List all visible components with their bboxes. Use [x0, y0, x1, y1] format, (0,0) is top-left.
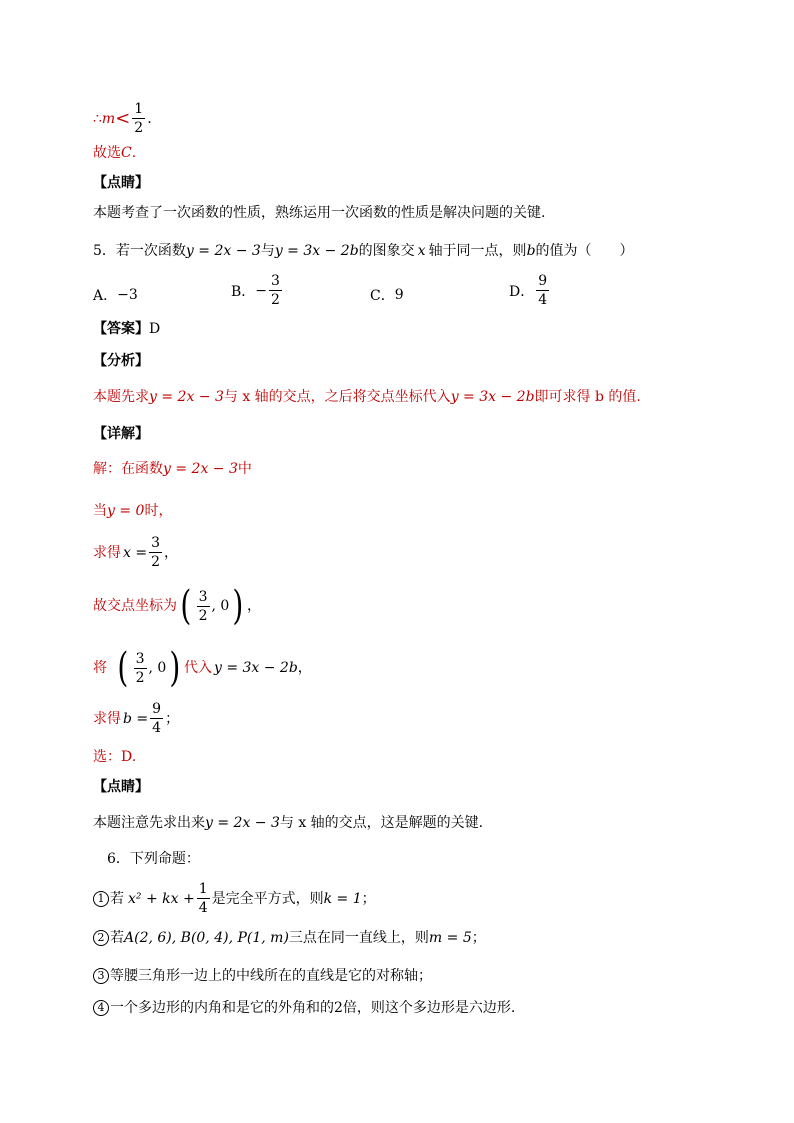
option-b: B． − $\frac{3}{2}$ — [231, 273, 280, 308]
comment-heading-2: 【点睛】 — [93, 779, 149, 795]
circled-number-icon: 2 — [93, 930, 109, 946]
proposition-3: 3 等腰三角形一边上的中线所在的直线是它的对称轴； — [93, 968, 432, 984]
circled-number-icon: 4 — [93, 1000, 109, 1016]
comment-text: 本题考查了一次函数的性质，熟练运用一次函数的性质是解决问题的关键. — [93, 205, 546, 221]
detail-heading: 【详解】 — [93, 426, 149, 442]
choice-line: 故选 C . — [93, 145, 137, 161]
solution-choice: 选：D. — [93, 749, 137, 765]
period: . — [147, 110, 152, 127]
equation-2: y = 3x − 2b — [274, 243, 359, 259]
comment-heading: 【点睛】 — [93, 175, 149, 191]
fraction-half: $\frac{1}{2}$ — [134, 101, 144, 136]
question-5-stem: 5．若一次函数 y = 2x − 3 与 y = 3x − 2b 的图象交 x 轴于同一点，则 b 的值为（ ） — [93, 243, 634, 259]
analysis-heading: 【分析】 — [93, 353, 149, 369]
circled-number-icon: 1 — [93, 891, 109, 907]
circled-number-icon: 3 — [93, 968, 109, 984]
comment-text-2: 本题注意先求出来 y = 2x − 3 与 x 轴的交点，这是解题的关键. — [93, 815, 484, 831]
proposition-1: 1 若 x² + kx + $\frac{1}{4}$ 是完全平方式，则 k = 1 ； — [93, 880, 376, 917]
equation-1: y = 2x − 3 — [185, 243, 261, 259]
conclusion-line — [93, 100, 152, 137]
option-d: D． $\frac{9}{4}$ — [509, 273, 548, 308]
solution-line-3: 求得 x = $\frac{3}{2}$ ， — [93, 535, 178, 570]
solution-line-5: 将 ( $\frac{3}{2}$ , 0 ) 代入 y = 3x − 2b ， — [93, 645, 312, 691]
proposition-2: 2 若 A(2, 6), B(0, 4), P(1, m) 三点在同一直线上，则 m = 5 ； — [93, 930, 486, 946]
analysis-text: 本题先求 y = 2x − 3 与 x 轴的交点，之后将交点坐标代入 y = 3x − 2b 即可求得 b 的值. — [93, 389, 641, 405]
less-than: < — [115, 107, 131, 129]
var-m: m — [101, 110, 116, 127]
proposition-4: 4 一个多边形的内角和是它的外角和的 2 倍，则这个多边形是六边形. — [93, 1000, 515, 1016]
solution-line-2: 当 y = 0 时， — [93, 503, 173, 519]
solution-line-4: 故交点坐标为 ( $\frac{3}{2}$ , 0 ) ， — [93, 583, 261, 629]
solution-line-6: 求得 b = $\frac{9}{4}$ ； — [93, 701, 180, 736]
option-c: C． 9 — [370, 287, 404, 304]
therefore-symbol: ∴ — [93, 110, 102, 127]
question-6-stem: 6．下列命题： — [107, 851, 200, 867]
option-a: A． −3 — [93, 287, 138, 304]
solution-line-1: 解：在函数 y = 2x − 3 中 — [93, 461, 252, 477]
answer-line: 【答案】 D — [93, 321, 161, 337]
